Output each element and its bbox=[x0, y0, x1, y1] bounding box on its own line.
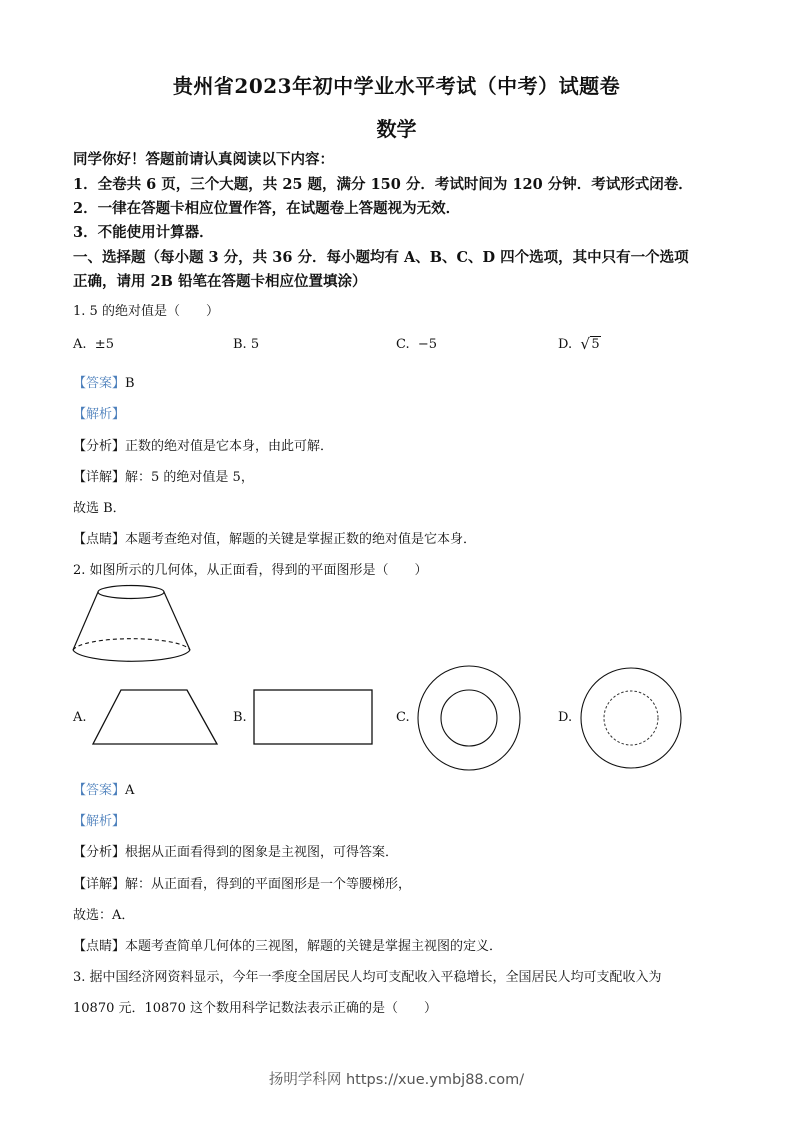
instruction-item-2: 2．一律在答题卡相应位置作答，在试题卷上答题视为无效． bbox=[73, 200, 461, 217]
subject-title: 数学 bbox=[376, 117, 417, 141]
instruction-item-3: 3．不能使用计算器． bbox=[73, 224, 214, 241]
q1-option-b: B. 5 bbox=[233, 337, 260, 352]
footer-watermark: 扬明学科网 https://xue.ymbj88.com/ bbox=[268, 1072, 525, 1088]
q1-fenxi: 【分析】正数的绝对值是它本身，由此可解． bbox=[73, 439, 334, 454]
q1-conclusion: 故选 B． bbox=[73, 501, 126, 516]
sqrt-icon: √ 5 bbox=[580, 335, 600, 353]
question-3-stem-line2: 10870 元．10870 这个数用科学记数法表示正确的是（ ） bbox=[73, 1001, 437, 1016]
q1-option-a: A. ±5 bbox=[73, 337, 114, 352]
instructions-greeting: 同学你好！答题前请认真阅读以下内容： bbox=[73, 151, 334, 168]
q2-conclusion: 故选：A． bbox=[73, 908, 135, 923]
q1-dianjing: 【点睛】本题考查绝对值，解题的关键是掌握正数的绝对值是它本身． bbox=[73, 532, 477, 547]
q2-xiangjie: 【详解】解：从正面看，得到的平面图形是一个等腰梯形， bbox=[73, 877, 412, 892]
q2-answer: 【答案】A bbox=[73, 783, 135, 798]
q2-option-b-label: B. bbox=[233, 710, 247, 725]
question-3-stem-line1: 3. 据中国经济网资料显示，今年一季度全国居民人均可支配收入平稳增长，全国居民人均可支配收入为 bbox=[73, 970, 662, 985]
q2-analysis-tag: 【解析】 bbox=[73, 814, 126, 829]
q1-xiangjie: 【详解】解：5 的绝对值是 5， bbox=[73, 470, 254, 485]
q2-dianjing: 【点睛】本题考查简单几何体的三视图，解题的关键是掌握主视图的定义． bbox=[73, 939, 503, 954]
q2-fenxi: 【分析】根据从正面看得到的图象是主视图，可得答案． bbox=[73, 845, 399, 860]
q1-analysis-tag: 【解析】 bbox=[73, 407, 126, 422]
exam-title: 贵州省2023年初中学业水平考试（中考）试题卷 bbox=[172, 74, 621, 98]
q2-option-d-label: D. bbox=[558, 710, 573, 725]
question-2-stem: 2. 如图所示的几何体，从正面看，得到的平面图形是（ ） bbox=[73, 563, 428, 578]
q1-answer: 【答案】B bbox=[73, 376, 135, 391]
q2-option-a-label: A. bbox=[73, 710, 87, 725]
q2-option-c-label: C. bbox=[396, 710, 410, 725]
q1-option-c: C. −5 bbox=[396, 337, 438, 352]
q1-option-d: D. √ 5 bbox=[558, 335, 600, 353]
section-heading-line2: 正确，请用 2B 铅笔在答题卡相应位置填涂） bbox=[73, 273, 367, 290]
section-heading-line1: 一、选择题（每小题 3 分，共 36 分．每小题均有 A、B、C、D 四个选项，其中只有一个选项 bbox=[73, 249, 689, 266]
question-1-stem: 1. 5 的绝对值是（ ） bbox=[73, 304, 219, 319]
instruction-item-1: 1．全卷共 6 页，三个大题，共 25 题，满分 150 分．考试时间为 120 分钟．考试形式闭卷． bbox=[73, 176, 693, 193]
